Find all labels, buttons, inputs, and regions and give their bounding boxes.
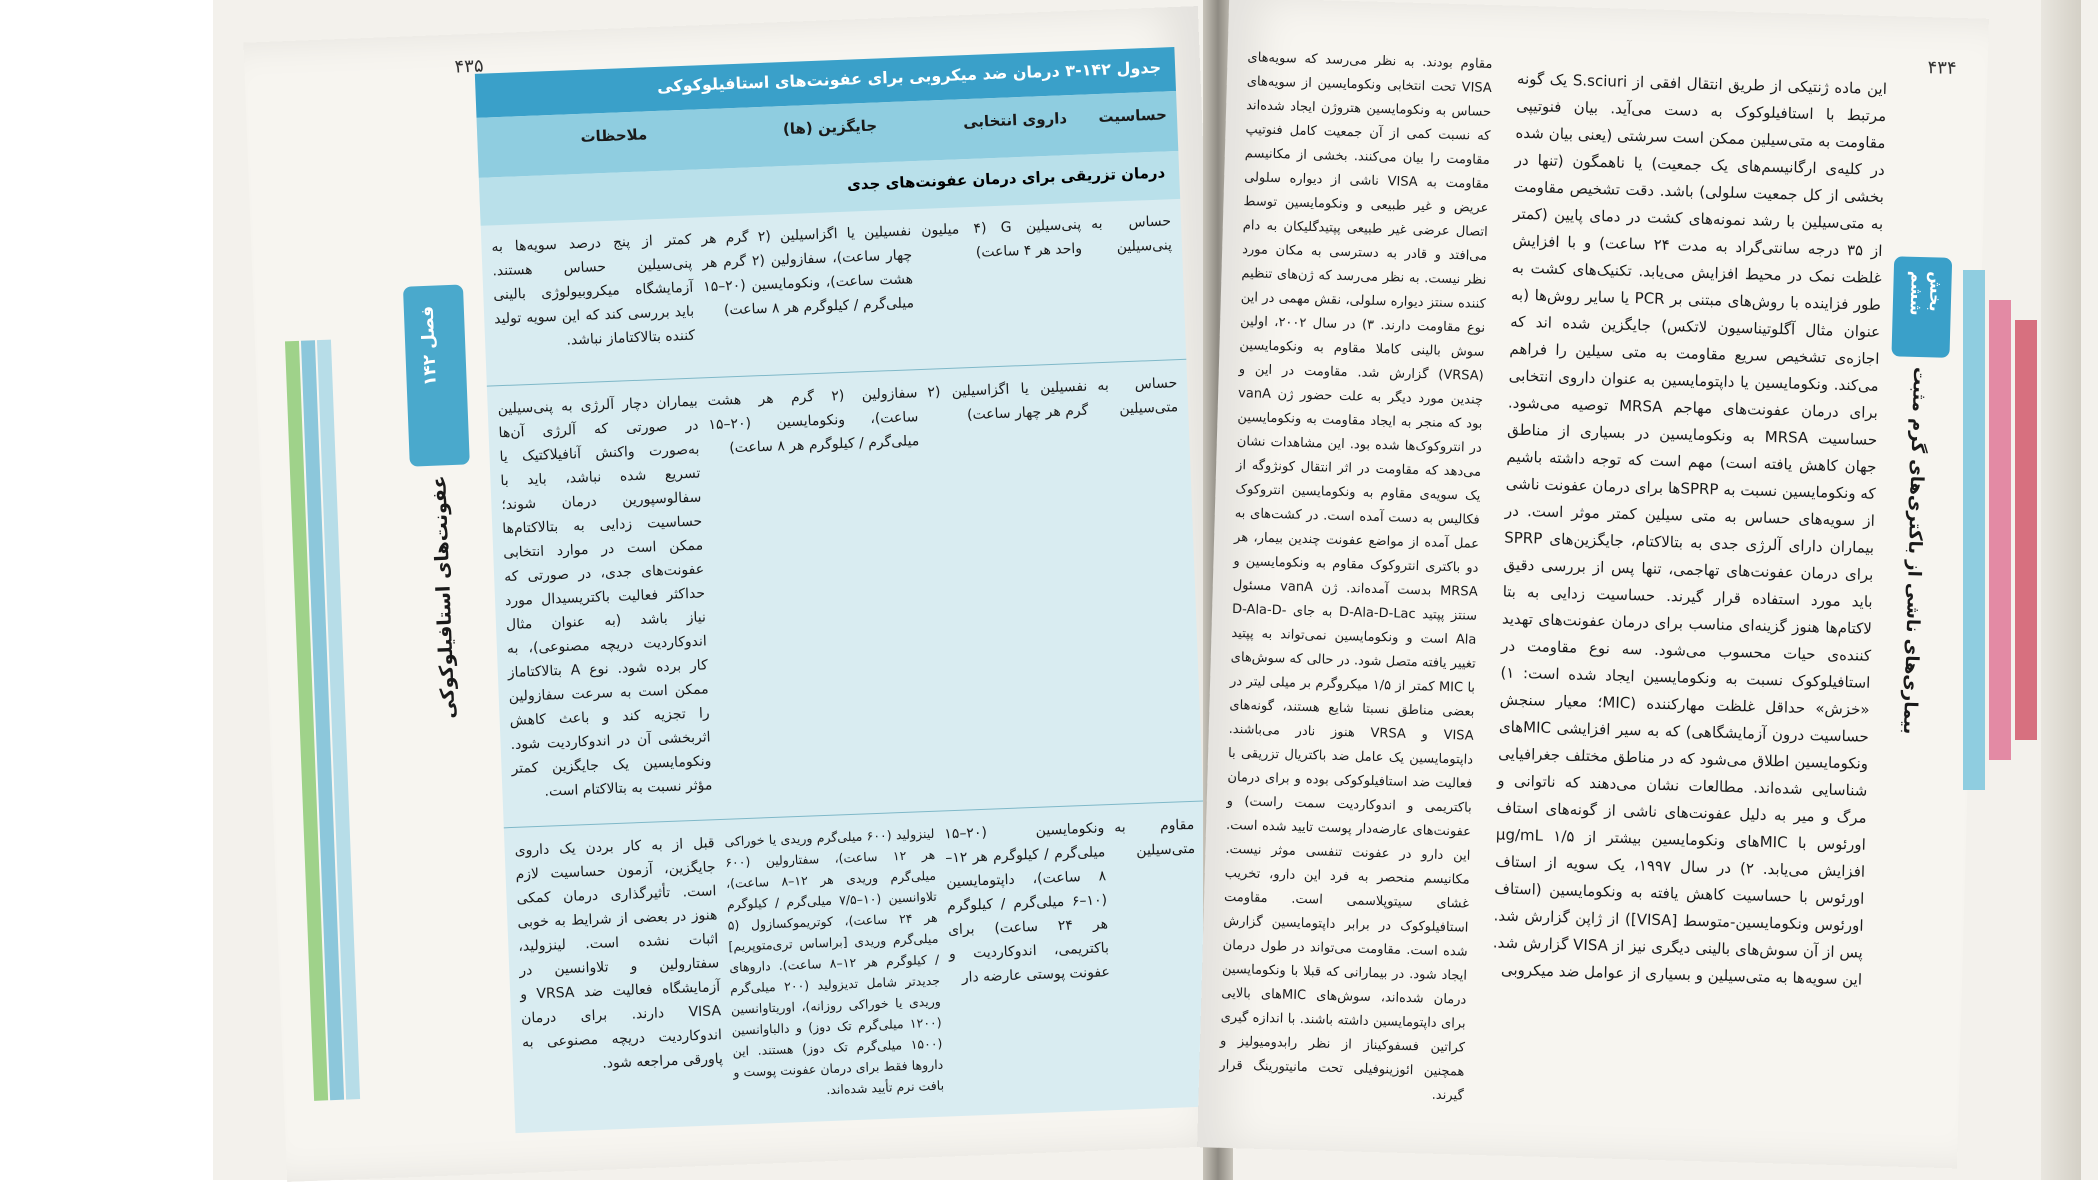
header-sensitivity: حساسیت xyxy=(1098,105,1168,126)
edge-stripe-pink xyxy=(1989,300,2011,760)
cell-drug: نفسیلین یا اگزاسیلین (۲ گرم هر چهار ساعت) xyxy=(927,378,1089,424)
part-tab-label: بخش ششم xyxy=(1906,270,1946,316)
antimicrobial-table xyxy=(475,47,1215,1133)
chapter-tab xyxy=(403,285,470,467)
edge-stripe-blue xyxy=(1963,270,1985,790)
header-notes: ملاحظات xyxy=(580,125,648,146)
text-column-left: مقاوم بودند. به نظر می‌رسد که سویه‌های VISA تحت انتخابی ونکومایسین از سویه‌های حساس به ونکومایسین هتروژن ایجاد شده‌اند که نسبت کمی از آن جمعیت کامل فنوتیپ مقاومت را بیان می‌کنند. بخشی از مکانیسم مقاومت به VISA ناشی از دیواره سلولی عریض و غیر طبیعی و ونکومایسین توسط اتصال عرضی غیر طبیعی پپتیدگلیکان به دام می‌افتد و قادر به دسترسی به مکان مورد نظر نیست. به نظر می‌رسد که ژن‌های تنظیم کننده سنتز دیواره سلولی، نقش مهمی در این نوع مقاومت دارند. ۳) در سال ۲۰۰۲، اولین سوش بالینی کاملا مقاوم به ونکومایسین (VRSA) گزارش شد. مقاومت در این و چندین مورد دیگر به علت حضور ژن vanA بود که منجر به ایجاد مقاومت به ونکومایسین در انتروکوک‌ها شده بود. این مشاهدات نشان می‌دهد که مقاومت در اثر انتقال کونژوگه از یک سویه‌ی مقاوم به ونکومایسین انتروکوک فکالیس به دست آمده است. در کشت‌های به عمل آمده از مواضع عفونت چندین بیمار، هر دو باکتری انتروکوک مقاوم به ونکومایسین و MRSA بدست آمده‌اند. ژن vanA مسئول سنتز پپتید D-Ala-D-Lac به جای D-Ala-D-Ala است و ونکومایسین نمی‌تواند به پپتید تغییر یافته متصل شود. در حالی که سوش‌های با MIC کمتر از ۱/۵ میکروگرم بر میلی لیتر در بعضی مناطق نسبتا شایع هستند، گونه‌های VISA و VRSA هنوز نادر می‌باشند. داپتومایسین یک عامل ضد باکتریال تزریقی با فعالیت ضد استافیلوکوکی بوده و برای درمان باکتریمی و اندوکاردیت سمت راست) و عفونت‌های عارضه‌دار پوست تایید شده است. این دارو در عفونت تنفسی موثر نیست. مکانیسم منحصر به فرد این دارو، تخریب غشای سیتوپلاسمی است. مقاومت استافیلوکوک در برابر داپتومایسین گزارش شده است. مقاومت می‌تواند در طول درمان ایجاد شود. در بیمارانی که قبلا با ونکومایسین درمان شده‌اند، سوش‌های MIC‌های بالایی برای داپتومایسین داشته باشند. با اندازه گیری کراتین فسفوکیناز از نظر رابدومیولیز و همچنین ائوزینوفیلی تحت مانیتورینگ قرار گیرند. xyxy=(1219,50,1493,1104)
cell-alternative: سفازولین (۲ گرم هر هشت ساعت)، ونکومایسین (۲۰–۱۵ میلی‌گرم / کیلوگرم هر ۸ ساعت) xyxy=(707,385,920,457)
page-edges xyxy=(2041,0,2081,1180)
chapter-tab-label: فصل ۱۴۲ xyxy=(417,305,441,387)
header-drug: داروی انتخابی xyxy=(962,109,1068,132)
cell-sensitivity: مقاوم به متی‌سیلین xyxy=(1113,816,1196,860)
cell-sensitivity: حساس به متی‌سیلین xyxy=(1096,375,1179,418)
cell-notes: قبل از به کار بردن یک داروی جایگزین، آزمون حساسیت لازم است. تأثیرگذاری درمان کمکی هنوز در بعضی از شرایط به خوبی اثبات نشده است. لینزولید، سفتارولین و تلاوانسین در آزمایشگاه فعالیت ضد VRSA و VISA دارند. برای درمان اندوکاردیت دریچه مصنوعی به پاورقی مراجعه شود. xyxy=(514,835,724,1072)
cell-drug: پنی‌سیلین G (۴ میلیون واحد هر ۴ ساعت) xyxy=(920,216,1083,261)
book-spread-photo xyxy=(213,0,2098,1180)
chapter-title: عفونت‌های استافیلوکوکی xyxy=(428,475,460,720)
header-alternative: جایگزین (ها) xyxy=(782,116,878,139)
cell-drug: ونکومایسین (۲۰–۱۵ میلی‌گرم / کیلوگرم هر ۱۲–۸ ساعت)، داپتومایسین (۱۰–۶ میلی‌گرم / کیلوگرم هر ۲۴ ساعت) برای باکتریمی، اندوکاردیت و عفونت پوستی عارضه دار xyxy=(944,820,1111,986)
left-page xyxy=(243,6,1241,1182)
right-page xyxy=(1197,0,1989,1168)
table-row xyxy=(487,361,1203,828)
part-title: بیماری‌های ناشی از باکتری‌های گرم مثبت xyxy=(1898,366,1931,735)
text-column-right: این ماده ژنتیکی از طریق انتقال افقی از S.sciuri یک گونه مرتبط با استافیلوکوک به دست می‌آید. بیان فنوتیپی مقاومت به متی‌سیلین ممکن است سرشتی (یعنی بیان شده در کلیه‌ی ارگانیسم‌های یک جمعیت) یا ناهمگون (تنها در بخشی از کل جمعیت سلولی) باشد. دقت تشخیص مقاومت به متی‌سیلین با رشد نمونه‌های کشت در دمای پایین (کمتر از ۳۵ درجه سانتی‌گراد به مدت ۲۴ ساعت) و با افزایش غلظت نمک در محیط افزایش می‌یابد. تکنیک‌های کشت به طور فزاینده با روش‌های مبتنی بر PCR یا سایر روش‌ها (به عنوان مثال آگلوتیناسیون لاتکس) جایگزین شده اند که اجازه‌ی تشخیص سریع مقاومت به متی سیلین را فراهم می‌کند. ونکومایسین یا داپتومایسین به عنوان داروی انتخابی برای درمان عفونت‌های مهاجم MRSA توصیه می‌شود. حساسیت MRSA به ونکومایسین در بسیاری از مناطق جهان کاهش یافته است) مهم است که توجه داشته باشیم که ونکومایسین نسبت به SPRPها برای درمان عفونت ناشی از سویه‌های حساس به متی سیلین کمتر موثر است. در بیماران دارای آلرژی جدی به بتالاکتام، جایگزین‌های SPRP برای درمان عفونت‌های تهاجمی، تنها پس از بررسی دقیق باید مورد استفاده قرار گیرند. حساسیت زدایی به بتا لاکتام‌ها هنوز گزینه‌ای مناسب برای درمان عفونت‌های تهدید کننده‌ی حیات محسوب می‌شود. سه نوع مقاومت در استافیلوکوک نسبت به ونکومایسین ایجاد شده است: ۱) «خزش» حداقل غلظت مهارکننده (MIC؛ معیار سنجش حساسیت درون آزمایشگاهی) که به سیر افزایشی MICهای ونکومایسین اطلاق می‌شود که در مناطق مختلف جغرافیایی شناسایی شده‌اند. مطالعات نشان می‌دهند که ناتوانی و مرگ و میر به دلیل عفونت‌های ناشی از گونه‌های استاف اورئوس با MICهای ونکومایسین بیشتر از ۱/۵ µg/mL افزایش می‌یابد. ۲) در سال ۱۹۹۷، یک سویه از استاف اورئوس با حساسیت کاهش یافته به ونکومایسین (استاف اورئوس ونکومایسین-متوسط [VISA]) از ژاپن گزارش شد. پس از آن سوش‌های بالینی دیگری نیز از VISA گزارش شد. این سویه‌ها به متی‌سیلین و بسیاری از عوامل ضد میکروبی xyxy=(1492,69,1888,989)
cell-alternative: نفسیلین یا اگزاسیلین (۲ گرم هر چهار ساعت)، سفازولین (۲ گرم هر هشت ساعت)، ونکومایسین (۲۰–۱۵ میلی‌گرم / کیلوگرم هر ۸ ساعت) xyxy=(701,223,915,319)
table-row xyxy=(504,802,1215,1129)
edge-stripe-rose xyxy=(2015,320,2037,740)
page-number-left: ۴۳۵ xyxy=(454,55,484,78)
page-edge-thumb-index xyxy=(1953,0,2098,1180)
page-number-right: ۴۳۴ xyxy=(1927,57,1957,79)
cell-notes: بیماران دچار آلرژی به پنی‌سیلین در صورتی که آلرژی آن‌ها به‌صورت واکنش آنافیلاکتیک یا تسریع شده نباشد، باید با سفالوسپورین درمان شوند؛ حساسیت زدایی به بتالاکتام‌ها ممکن است در موارد انتخابی عفونت‌های جدی، در صورتی که حداکثر فعالیت باکتریسیدال مورد نیاز باشد (به عنوان مثال اندوکاردیت دریچه مصنوعی)، به کار برده شود. نوع A بتالاکتاماز ممکن است به سرعت سفازولین را تجزیه کند و باعث کاهش اثربخشی آن در اندوکاردیت شود. ونکومایسین یک جایگزین کمتر مؤثر نسبت به بتالاکتام است. xyxy=(497,393,713,800)
part-tab xyxy=(1891,256,1952,358)
cell-alternative: لینزولید (۶۰۰ میلی‌گرم وریدی یا خوراکی هر ۱۲ ساعت)، سفتارولین (۶۰۰ میلی‌گرم وریدی هر ۱۲–۸ ساعت)، تلاوانسین (۱۰–۷/۵ میلی‌گرم / کیلوگرم هر ۲۴ ساعت)، کوتریموکسازول (۵ میلی‌گرم وریدی [براساس تری‌متوپریم] / کیلوگرم هر ۱۲–۸ ساعت). داروهای جدیدتر شامل تدیزولید (۲۰۰ میلی‌گرم وریدی یا خوراکی روزانه)، اوریتاوانسین (۱۲۰۰ میلی‌گرم تک دوز) و دالباوانسین (۱۵۰۰ میلی‌گرم تک دوز) هستند. این داروها فقط برای درمان عفونت پوست و بافت نرم تأیید شده‌اند. xyxy=(724,825,945,1098)
table-title: جدول ۱۴۲-۳ درمان ضد میکروبی برای عفونت‌های استافیلوکوکی xyxy=(475,47,1176,118)
table-row xyxy=(481,199,1187,386)
section-heading-text: درمان تزریقی برای درمان عفونت‌های جدی xyxy=(846,163,1166,194)
cell-notes: کمتر از پنج درصد سویه‌ها به پنی‌سیلین حساس هستند. آزمایشگاه میکروبیولوژی بالینی باید بررسی کند که این سویه تولید کننده بتالاکتاماز نباشد. xyxy=(491,231,696,349)
cell-sensitivity: حساس به پنی‌سیلین xyxy=(1090,213,1173,256)
